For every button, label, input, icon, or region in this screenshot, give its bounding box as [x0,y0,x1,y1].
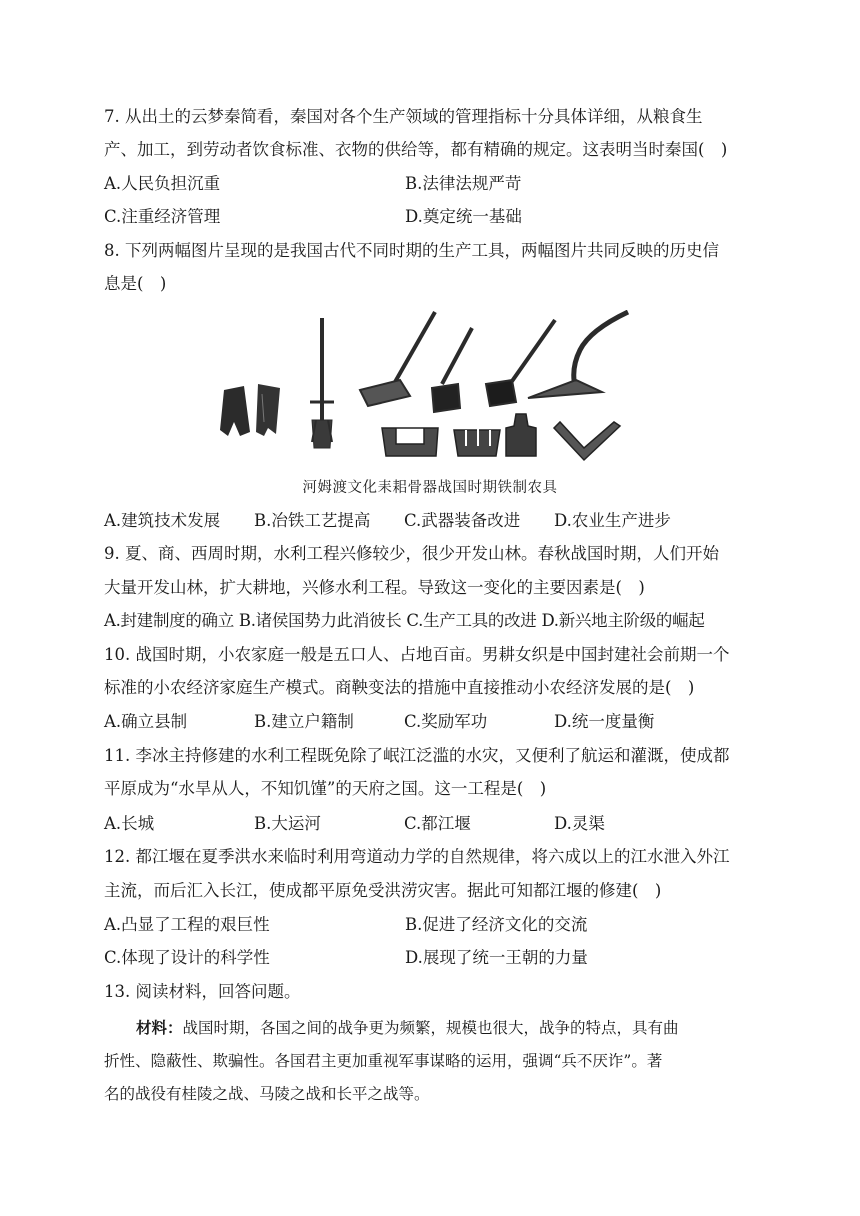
q7-stem-line1: 7. 从出土的云梦秦简看，秦国对各个生产领域的管理指标十分具体详细，从粮食生 [104,107,703,126]
q12-stem-line1: 12. 都江堰在夏季洪水来临时利用弯道动力学的自然规律，将六成以上的江水泄入外江 [104,847,730,866]
q12-option-b: B.促进了经济文化的交流 [405,915,588,934]
q10-option-c: C.奖励军功 [404,712,488,731]
q13-stem: 13. 阅读材料，回答问题。 [104,982,301,1001]
iron-shovel-head [506,414,536,456]
q10-option-d: D.统一度量衡 [554,712,655,731]
farming-tools-illustration [210,310,650,465]
leisi-tool [310,318,334,448]
q8-option-a: A.建筑技术发展 [104,511,221,530]
q11-stem-line2: 平原成为“水旱从人，不知饥馑”的天府之国。这一工程是( ) [104,779,547,798]
bone-tool-2 [256,384,280,436]
iron-v-plough [554,422,620,460]
q11-option-a: A.长城 [104,814,155,833]
q7-option-b: B.法律法规严苛 [405,174,522,193]
q10-stem-line1: 10. 战国时期，小农家庭一般是五口人、占地百亩。男耕女织是中国封建社会前期一个 [104,645,730,664]
q10-option-a: A.确立县制 [104,712,188,731]
q9-stem-line1: 9. 夏、商、西周时期，水利工程兴修较少，很少开发山林。春秋战国时期，人们开始 [104,544,719,563]
q9-stem-line2: 大量开发山林，扩大耕地，兴修水利工程。导致这一变化的主要因素是( ) [104,578,645,597]
q7-option-a: A.人民负担沉重 [104,174,221,193]
q12-option-d: D.展现了统一王朝的力量 [405,948,588,967]
iron-u-blade-1 [382,428,438,456]
iron-u-blade-2 [454,428,500,456]
q11-option-b: B.大运河 [254,814,321,833]
q10-stem-line2: 标准的小农经济家庭生产模式。商鞅变法的措施中直接推动小农经济发展的是( ) [104,678,695,697]
material-line1 [136,1017,796,1039]
figure-caption: 河姆渡文化耒耜骨器战国时期铁制农具 [302,480,558,496]
q8-option-d: D.农业生产进步 [554,511,671,530]
material-line3: 名的战役有桂陵之战、马陵之战和长平之战等。 [104,1085,430,1103]
q8-stem-line1: 8. 下列两幅图片呈现的是我国古代不同时期的生产工具，两幅图片共同反映的历史信 [104,241,719,260]
q11-option-c: C.都江堰 [404,814,471,833]
material-label: 材料： [136,1018,183,1037]
q12-stem-line2: 主流，而后汇入长江，使成都平原免受洪涝灾害。据此可知都江堰的修建( ) [104,881,662,900]
q8-option-b: B.冶铁工艺提高 [254,511,371,530]
q11-option-d: D.灵渠 [554,814,605,833]
q7-option-d: D.奠定统一基础 [405,207,522,226]
q8-option-c: C.武器装备改进 [404,511,521,530]
iron-hoe-1 [360,312,435,406]
material-text-1: 战国时期，各国之间的战争更为频繁，规模也很大，战争的特点，具有曲 [182,1019,679,1037]
q7-option-c: C.注重经济管理 [104,207,221,226]
q11-stem-line1: 11. 李冰主持修建的水利工程既免除了岷江泛滥的水灾，又便利了航运和灌溉，使成都 [104,746,730,765]
q7-stem-line2: 产、加工，到劳动者饮食标准、衣物的供给等，都有精确的规定。这表明当时秦国( ) [104,140,728,159]
q12-option-c: C.体现了设计的科学性 [104,948,270,967]
q12-option-a: A.凸显了工程的艰巨性 [104,915,270,934]
q9-options: A.封建制度的确立 B.诸侯国势力此消彼长 C.生产工具的改进 D.新兴地主阶级的崛起 [104,611,705,630]
q10-option-b: B.建立户籍制 [254,712,354,731]
material-line2: 折性、隐蔽性、欺骗性。各国君主更加重视军事谋略的运用，强调“兵不厌诈”。著 [104,1052,663,1070]
q8-stem-line2: 息是( ) [104,274,167,293]
bone-tool-1 [220,386,250,436]
iron-axe [432,328,472,412]
farming-tools-figure [210,310,650,465]
iron-plough [528,312,628,398]
